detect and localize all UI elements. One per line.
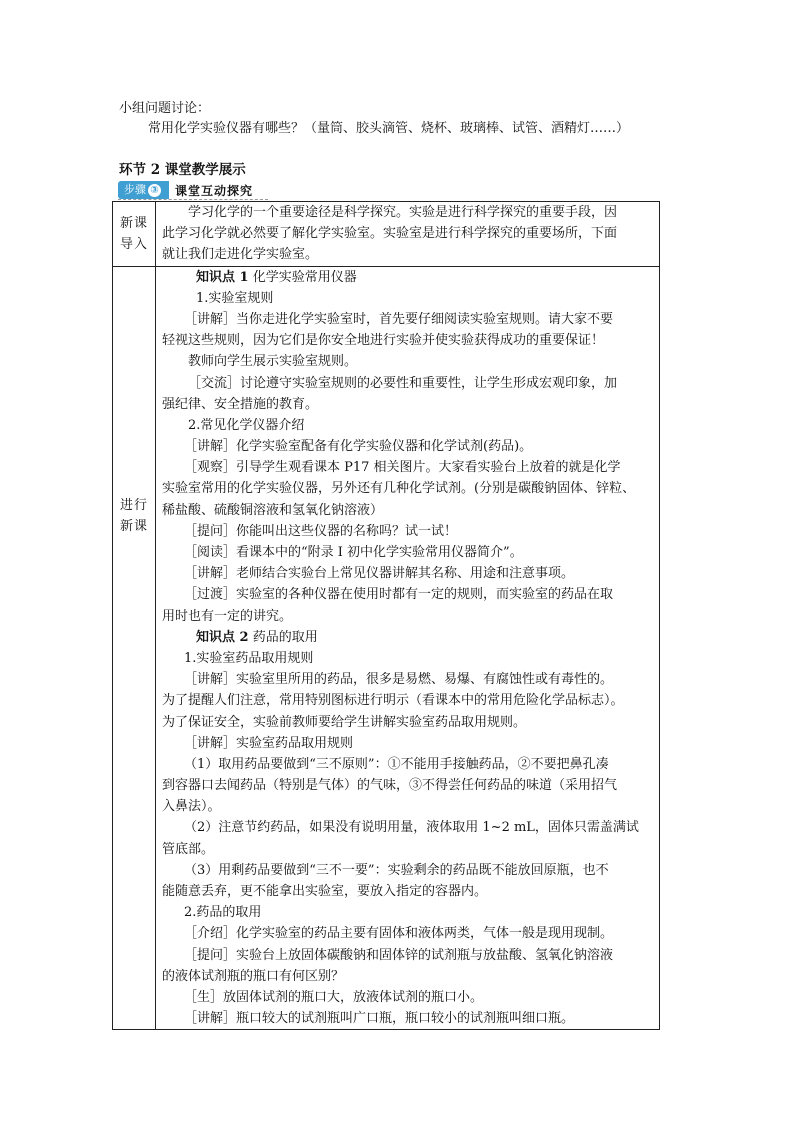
paragraph-line: 1.实验室规则: [196, 290, 274, 306]
paragraph-line: 能随意丢弃，更不能拿出实验室，要放入指定的容器内。: [162, 884, 488, 899]
table-row: [113, 266, 660, 1030]
row-content-cell: [156, 266, 660, 1030]
row-label-line: 导入: [119, 236, 148, 252]
paragraph-line: ［讲解］当你走进化学实验室时，首先要仔细阅读实验室规则。请大家不要: [184, 311, 614, 327]
paragraph-line: （1）取用药品要做到“三不原则”：①不能用手接触药品，②不要把鼻孔凑: [184, 756, 609, 772]
kp-title: 化学实验常用仪器: [248, 269, 357, 285]
row-label-line: 新课: [119, 518, 148, 534]
lesson-table: [112, 201, 660, 1030]
knowledge-point-1: [162, 267, 653, 288]
kp-title: 药品的取用: [248, 629, 318, 645]
paragraph-line: 为了提醒人们注意，常用特别图标进行明示（看课本中的常用危险化学品标志）。: [162, 693, 624, 709]
knowledge-point-2: [162, 627, 653, 648]
paragraph-line: 管底部。: [162, 841, 215, 857]
section-title: 环节 2 课堂教学展示: [119, 162, 246, 178]
paragraph-line: 就让我们走进化学实验室。: [162, 247, 319, 263]
paragraph-line: 轻视这些规则，因为它们是你安全地进行实验并使实验获得成功的重要保证！: [162, 333, 605, 349]
paragraph-line: ［讲解］老师结合实验台上常见仪器讲解其名称、用途和注意事项。: [184, 566, 575, 582]
paragraph-line: ［交流］讨论遵守实验室规则的必要性和重要性，让学生形成宏观印象，加: [188, 375, 618, 391]
paragraph-line: ［生］放固体试剂的瓶口大，放液体试剂的瓶口小。: [184, 989, 484, 1005]
step-header: [118, 181, 253, 199]
paragraph-line: 稀盐酸、硫酸铜溶液和氢氧化钠溶液）: [162, 502, 384, 518]
step-divider: [118, 199, 268, 200]
paragraph-line: ［讲解］实验室药品取用规则: [184, 735, 354, 751]
step-badge-text: 步骤: [124, 183, 146, 196]
paragraph-line: ［提问］你能叫出这些仪器的名称吗？试一试！: [184, 523, 458, 539]
paragraph-line: 用时也有一定的讲究。: [162, 608, 293, 624]
paragraph-line: 此学习化学就必然要了解化学实验室。实验室是进行科学探究的重要场所，下面: [162, 226, 618, 242]
paragraph-line: 1.实验室药品取用规则: [184, 650, 314, 666]
paragraph-line: 入鼻法）。: [162, 799, 221, 815]
paragraph-line: 2.药品的取用: [184, 905, 262, 921]
step-number-icon: ③: [148, 184, 161, 197]
paragraph-line: 教师向学生展示实验室规则。: [188, 354, 358, 370]
paragraph-line: 2.常见化学仪器介绍: [188, 417, 305, 433]
table-row: [113, 202, 660, 267]
paragraph-line: 为了保证安全，实验前教师要给学生讲解实验室药品取用规则。: [162, 714, 527, 730]
paragraph-line: ［讲解］化学实验室配备有化学实验仪器和化学试剂(药品)。: [184, 439, 533, 455]
paragraph-line: （2）注意节约药品，如果没有说明用量，液体取用 1~2 mL，固体只需盖满试: [184, 820, 639, 836]
paragraph-line: 到容器口去闻药品（特别是气体）的气味，③不得尝任何药品的味道（采用招气: [162, 778, 618, 794]
step-badge: [118, 181, 169, 199]
row-content-cell: [156, 202, 660, 267]
row-label-line: 新课: [119, 215, 148, 231]
paragraph-line: 的液体试剂瓶的瓶口有何区别？: [162, 968, 345, 984]
paragraph-line: ［讲解］瓶口较大的试剂瓶叫广口瓶，瓶口较小的试剂瓶叫细口瓶。: [184, 1011, 575, 1027]
paragraph-line: ［过渡］实验室的各种仪器在使用时都有一定的规则，而实验室的药品在取: [184, 587, 614, 603]
kp-prefix: 知识点 2: [196, 629, 249, 645]
discussion-heading: 小组问题讨论：: [119, 101, 211, 116]
paragraph-line: ［阅读］看课本中的“附录 I 初中化学实验常用仪器简介”。: [184, 545, 523, 560]
paragraph-line: ［提问］实验台上放固体碳酸钠和固体锌的试剂瓶与放盐酸、氢氧化钠溶液: [184, 947, 614, 963]
paragraph-line: ［讲解］实验室里所用的药品，很多是易燃、易爆、有腐蚀性或有毒性的。: [184, 672, 614, 688]
discussion-question: 常用化学实验仪器有哪些？（量筒、胶头滴管、烧杯、玻璃棒、试管、酒精灯……）: [148, 121, 630, 136]
step-label: 课堂互动探究: [175, 183, 254, 198]
paragraph-line: 强纪律、安全措施的教育。: [162, 396, 319, 412]
row-label-cell: [113, 266, 156, 1030]
paragraph-line: ［介绍］化学实验室的药品主要有固体和液体两类，气体一般是现用现制。: [184, 926, 614, 942]
kp-prefix: 知识点 1: [196, 269, 249, 285]
paragraph-line: 实验室常用的化学实验仪器，另外还有几种化学试剂。(分别是碳酸钠固体、锌粒、: [162, 481, 636, 497]
paragraph-line: ［观察］引导学生观看课本 P17 相关图片。大家看实验台上放着的就是化学: [184, 460, 621, 476]
paragraph-line: 学习化学的一个重要途径是科学探究。实验是进行科学探究的重要手段，因: [188, 205, 618, 220]
row-label-cell: [113, 202, 156, 267]
paragraph-line: （3）用剩药品要做到“三不一要”：实验剩余的药品既不能放回原瓶，也不: [184, 862, 609, 878]
row-label-line: 进行: [119, 497, 148, 513]
